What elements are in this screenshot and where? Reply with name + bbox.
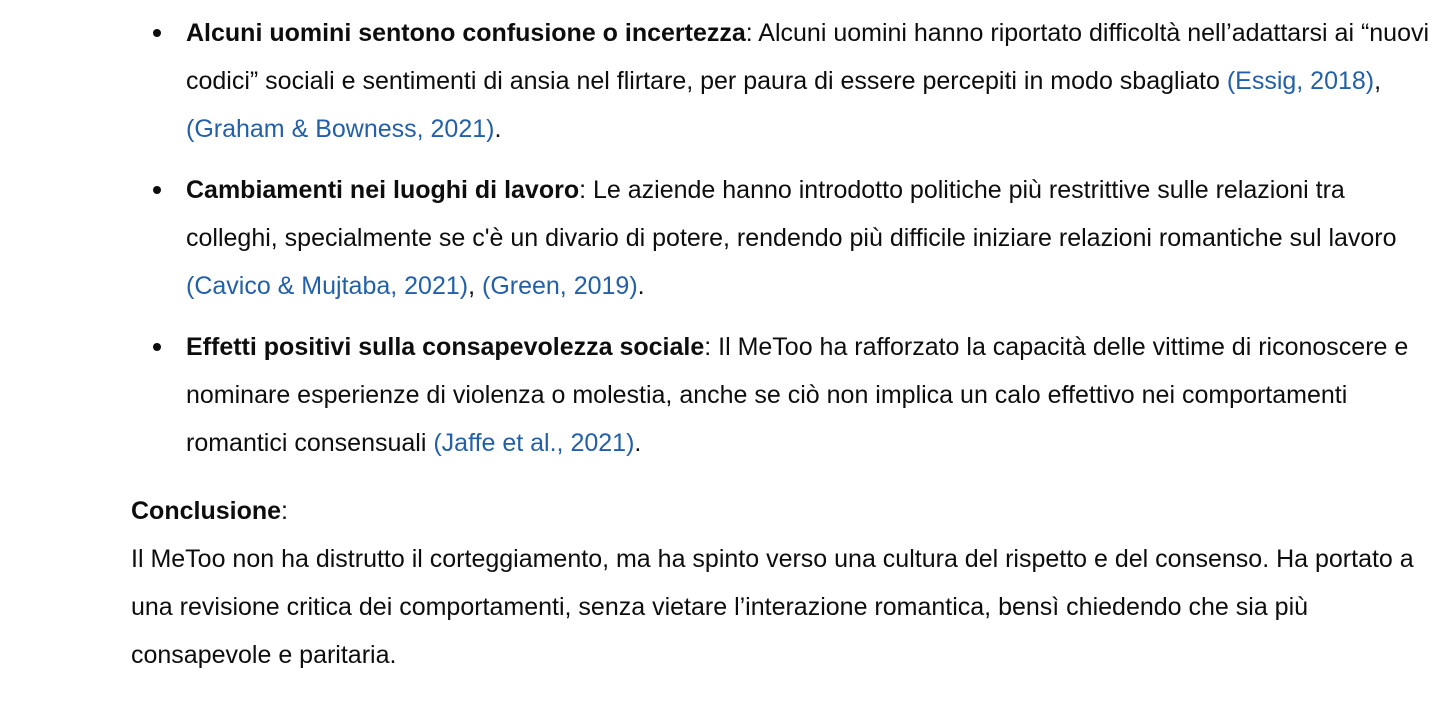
bullet-text: : Il MeToo ha rafforzato la capacità delle vittime di riconoscere e nominare esperienze di violenza o molestia, anche se ciò non implica un calo effettivo nei comportamenti romantici consensuali xyxy=(186,333,1409,457)
citation-link-cavico-mujtaba[interactable]: (Cavico & Mujtaba, 2021) xyxy=(186,272,469,300)
sentence-end: . xyxy=(634,429,642,457)
citation-link-essig[interactable]: (Essig, 2018) xyxy=(1226,67,1375,95)
conclusion-heading-line xyxy=(131,487,1431,535)
bullet-text: : Le aziende hanno introdotto politiche più restrittive sulle relazioni tra colleghi, specialmente se c'è un divario di potere, rendendo più difficile iniziare relazioni romantiche sul lavoro xyxy=(186,176,1397,252)
bullet-title: Cambiamenti nei luoghi di lavoro xyxy=(186,176,580,204)
bullet-item-confusion xyxy=(131,9,1431,153)
citation-separator: , xyxy=(1374,67,1382,95)
bullet-item-awareness xyxy=(131,323,1431,467)
conclusion-paragraph: Il MeToo non ha distrutto il corteggiamento, ma ha spinto verso una cultura del rispetto e del consenso. Ha portato a una revisione critica dei comportamenti, senza vietare l’interazione romantica, bensì chiedendo che sia più consapevole e paritaria. xyxy=(131,545,1414,669)
bullet-title: Effetti positivi sulla consapevolezza sociale xyxy=(186,333,705,361)
bullet-item-workplace xyxy=(131,166,1431,310)
sentence-end: . xyxy=(494,115,502,143)
citation-link-graham-bowness[interactable]: (Graham & Bowness, 2021) xyxy=(186,115,495,143)
conclusion-section xyxy=(131,487,1431,679)
conclusion-heading: Conclusione xyxy=(131,497,282,525)
conclusion-colon: : xyxy=(281,497,288,525)
bullet-dot-icon xyxy=(153,186,161,194)
bullet-dot-icon xyxy=(153,29,161,37)
citation-link-green[interactable]: (Green, 2019) xyxy=(482,272,638,300)
citation-link-jaffe[interactable]: (Jaffe et al., 2021) xyxy=(433,429,635,457)
message-content xyxy=(131,9,1431,679)
bullet-list xyxy=(131,9,1431,467)
citation-separator: , xyxy=(468,272,482,300)
bullet-title: Alcuni uomini sentono confusione o incertezza xyxy=(186,19,746,47)
sentence-end: . xyxy=(637,272,645,300)
bullet-text: : Alcuni uomini hanno riportato difficoltà nell’adattarsi ai “nuovi codici” sociali e sentimenti di ansia nel flirtare, per paura di essere percepiti in modo sbagliato xyxy=(186,19,1430,95)
bullet-dot-icon xyxy=(153,343,161,351)
